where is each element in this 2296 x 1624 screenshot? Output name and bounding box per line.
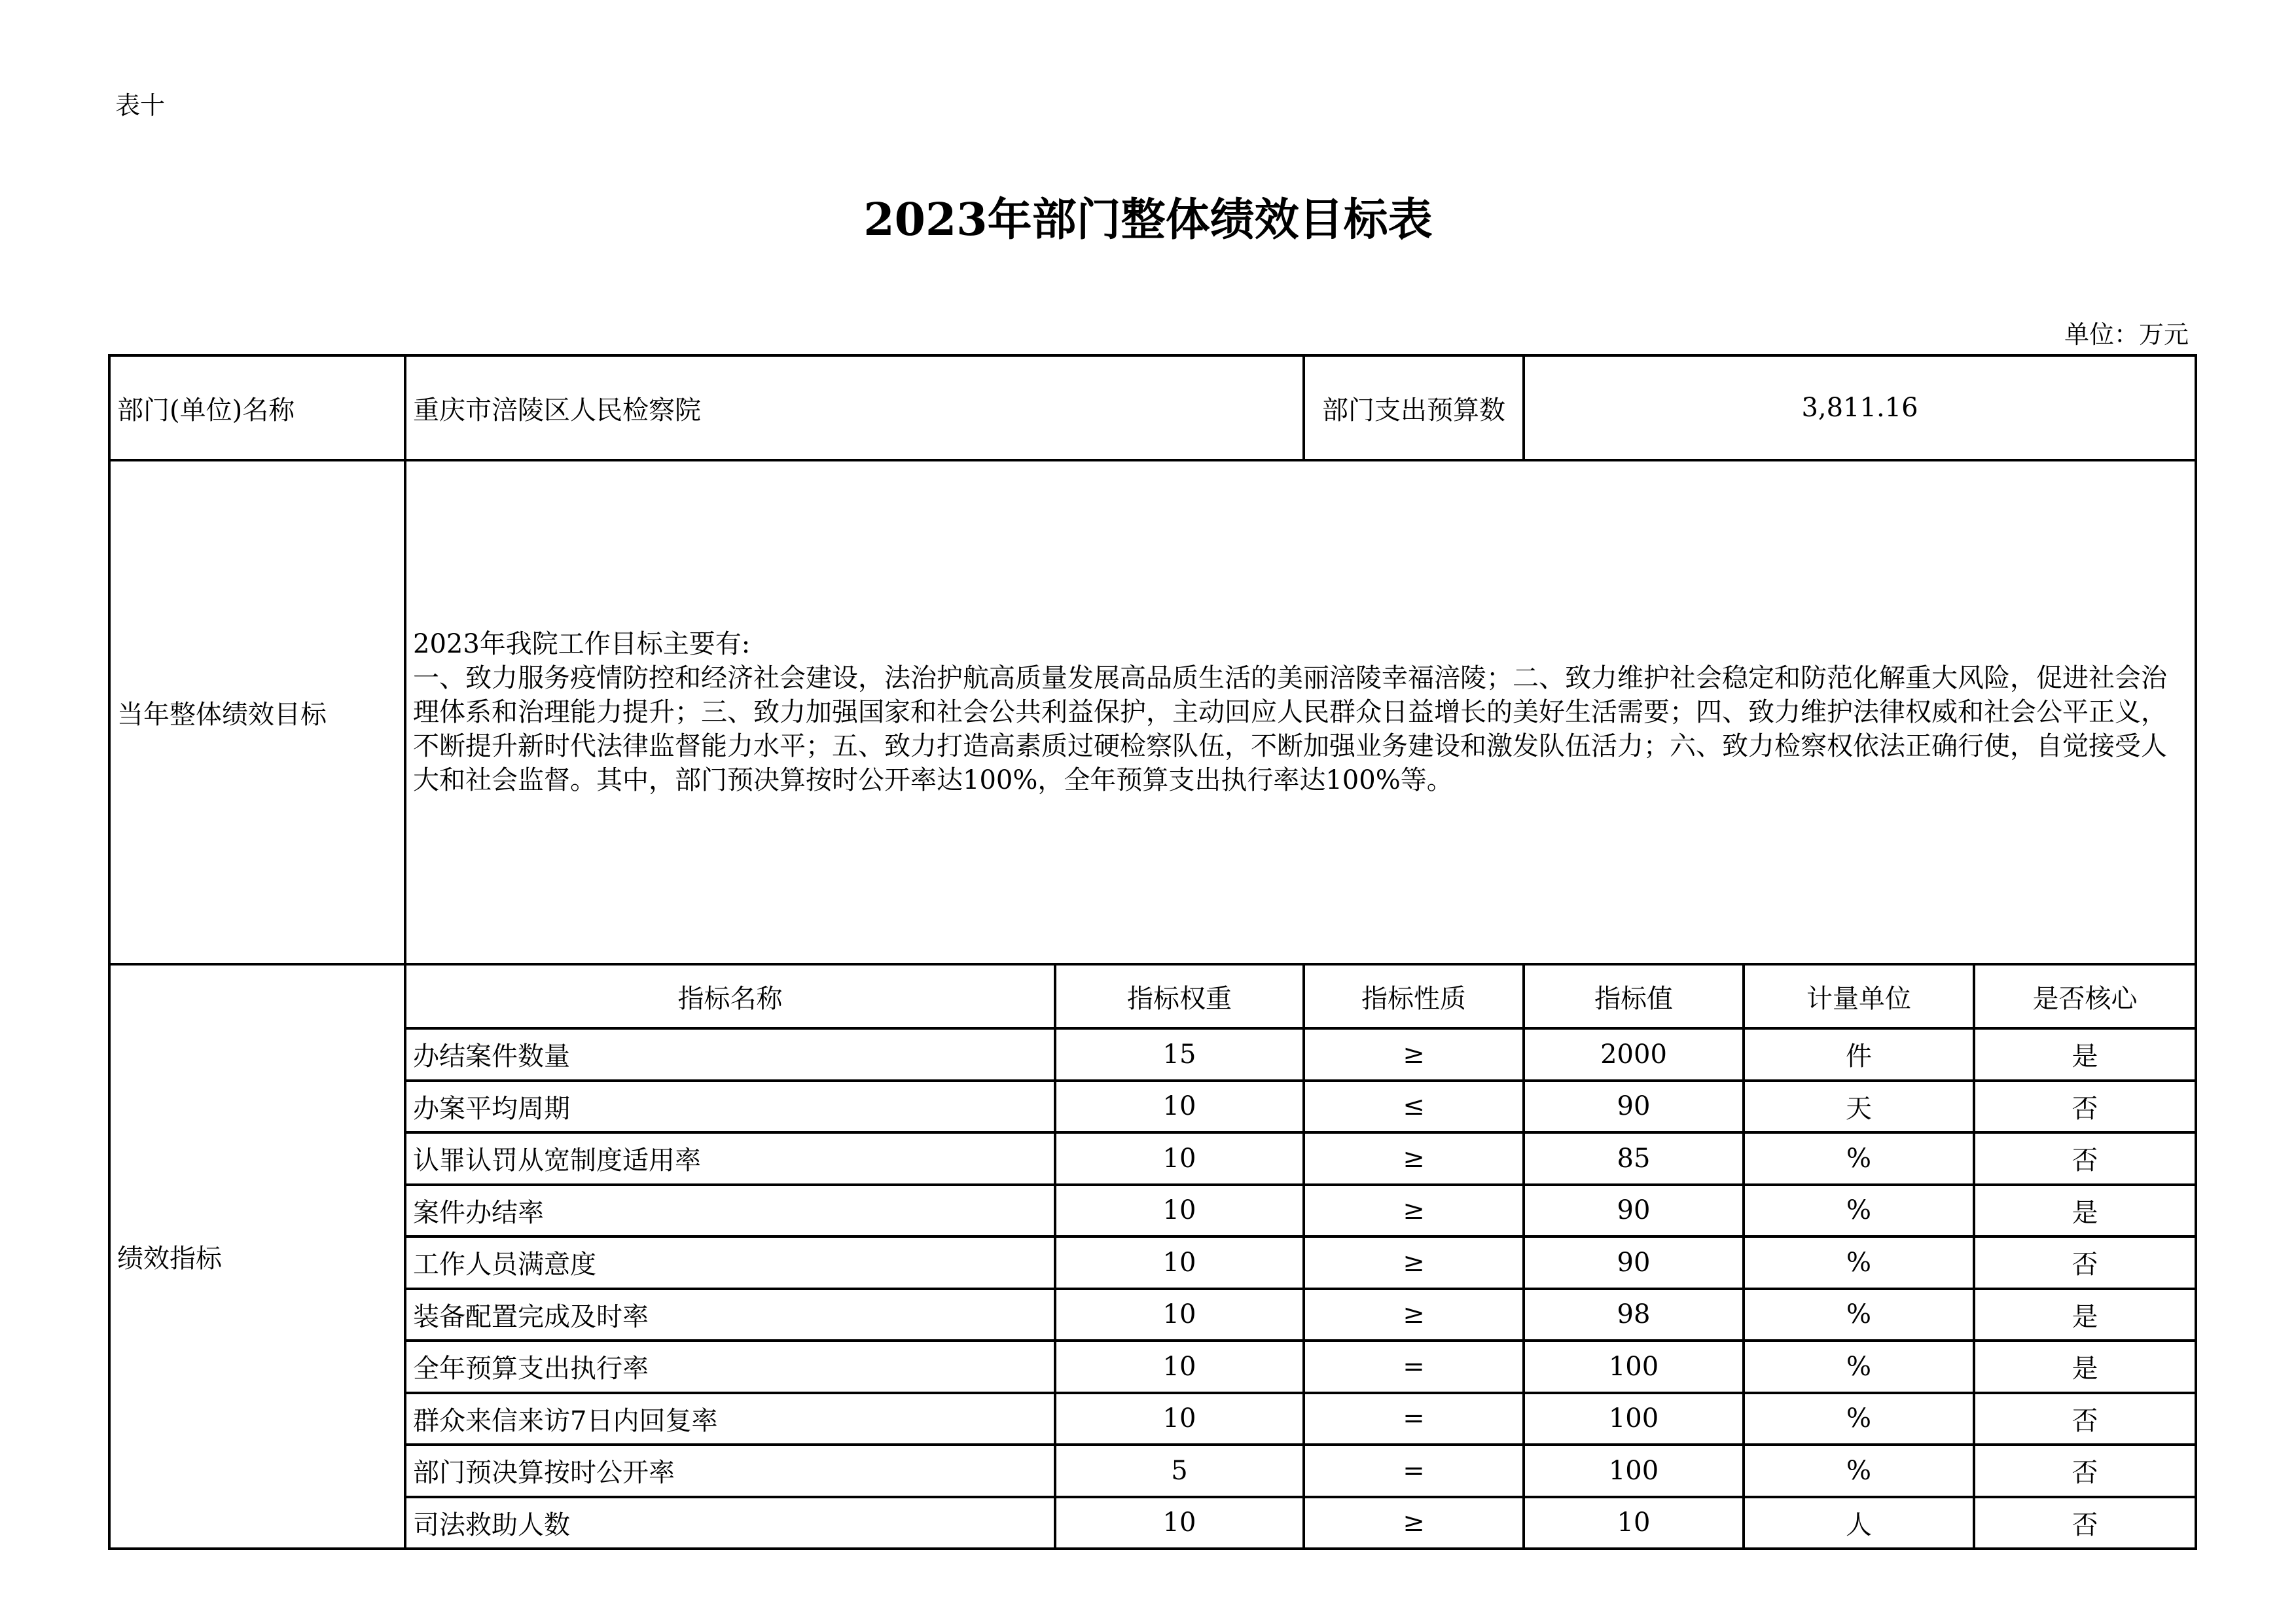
dept-info-row [109,355,2196,460]
indicator-nature: ≥ [1304,1185,1524,1237]
indicator-core: 否 [1974,1081,2196,1133]
indicator-row [109,1289,2196,1341]
indicator-row [109,1081,2196,1133]
indicator-row [109,1132,2196,1185]
indicator-value: 85 [1524,1132,1744,1185]
indicator-row [109,1497,2196,1549]
header-unit: 计量单位 [1744,964,1974,1028]
dept-name-value: 重庆市涪陵区人民检察院 [405,355,1304,460]
indicator-value: 90 [1524,1236,1744,1289]
indicator-core: 否 [1974,1236,2196,1289]
indicator-core: 否 [1974,1393,2196,1445]
indicator-weight: 10 [1055,1289,1304,1341]
indicator-unit: % [1744,1289,1974,1341]
dept-budget-value: 3,811.16 [1524,355,2196,460]
indicator-weight: 10 [1055,1132,1304,1185]
indicator-row [109,1236,2196,1289]
indicator-row [109,1445,2196,1497]
performance-target-table [108,354,2197,1550]
dept-budget-label: 部门支出预算数 [1304,355,1524,460]
indicator-value: 90 [1524,1185,1744,1237]
indicator-unit: % [1744,1132,1974,1185]
indicator-weight: 15 [1055,1028,1304,1081]
indicator-value: 10 [1524,1497,1744,1549]
indicator-weight: 10 [1055,1393,1304,1445]
indicator-section [109,964,2196,1549]
header-weight: 指标权重 [1055,964,1304,1028]
indicator-unit: % [1744,1236,1974,1289]
indicator-weight: 10 [1055,1497,1304,1549]
indicator-row [109,1341,2196,1393]
indicator-nature: ≤ [1304,1081,1524,1133]
indicator-header-row [109,964,2196,1028]
indicator-nature: ≥ [1304,1236,1524,1289]
indicator-name: 办结案件数量 [405,1028,1055,1081]
indicator-name: 工作人员满意度 [405,1236,1055,1289]
indicator-name: 装备配置完成及时率 [405,1289,1055,1341]
indicator-core: 否 [1974,1497,2196,1549]
indicator-name: 办案平均周期 [405,1081,1055,1133]
header-core: 是否核心 [1974,964,2196,1028]
indicator-value: 2000 [1524,1028,1744,1081]
indicator-name: 司法救助人数 [405,1497,1055,1549]
indicator-weight: 10 [1055,1185,1304,1237]
indicator-name: 群众来信来访7日内回复率 [405,1393,1055,1445]
indicator-core: 是 [1974,1185,2196,1237]
indicator-weight: 10 [1055,1341,1304,1393]
indicator-name: 全年预算支出执行率 [405,1341,1055,1393]
indicator-unit: % [1744,1185,1974,1237]
indicator-row [109,1393,2196,1445]
indicator-core: 否 [1974,1132,2196,1185]
indicator-weight: 10 [1055,1081,1304,1133]
indicator-nature: = [1304,1445,1524,1497]
indicator-nature: = [1304,1393,1524,1445]
indicator-nature: = [1304,1341,1524,1393]
header-name: 指标名称 [405,964,1055,1028]
indicator-value: 100 [1524,1341,1744,1393]
indicator-unit: % [1744,1393,1974,1445]
indicator-nature: ≥ [1304,1497,1524,1549]
indicator-nature: ≥ [1304,1028,1524,1081]
indicator-name: 部门预决算按时公开率 [405,1445,1055,1497]
unit-label: 单位：万元 [2064,320,2189,349]
indicator-weight: 5 [1055,1445,1304,1497]
page-title: 2023年部门整体绩效目标表 [863,194,1433,246]
indicator-section-label: 绩效指标 [109,964,405,1549]
indicator-core: 是 [1974,1289,2196,1341]
indicator-value: 100 [1524,1393,1744,1445]
indicator-unit: 人 [1744,1497,1974,1549]
indicator-unit: % [1744,1341,1974,1393]
indicator-core: 是 [1974,1341,2196,1393]
indicator-value: 98 [1524,1289,1744,1341]
dept-name-label: 部门(单位)名称 [109,355,405,460]
indicator-name: 案件办结率 [405,1185,1055,1237]
goal-row [109,460,2196,964]
indicator-name: 认罪认罚从宽制度适用率 [405,1132,1055,1185]
indicator-nature: ≥ [1304,1132,1524,1185]
indicator-nature: ≥ [1304,1289,1524,1341]
indicator-row [109,1185,2196,1237]
goal-text: 2023年我院工作目标主要有: 一、致力服务疫情防控和经济社会建设，法治护航高质量发展高品质生活的美丽涪陵幸福涪陵；二、致力维护社会稳定和防范化解重大风险，促进社会治理体系和治理能力提升；三、致力加强国家和社会公共利益保护，主动回应人民群众日益增长的美好生活需要；四、致力维护法律权威和社会公平正义，不断提升新时代法律监督能力水平；五、致力打造高素质过硬检察队伍，不断加强业务建设和激发队伍活力；六、致力检察权依法正确行使，自觉接受人大和社会监督。其中，部门预决算按时公开率达100%，全年预算支出执行率达100%等。 [405,460,2196,964]
header-nature: 指标性质 [1304,964,1524,1028]
table-number-label: 表十 [115,91,166,120]
indicator-core: 否 [1974,1445,2196,1497]
header-value: 指标值 [1524,964,1744,1028]
indicator-unit: 天 [1744,1081,1974,1133]
indicator-core: 是 [1974,1028,2196,1081]
goal-label: 当年整体绩效目标 [109,460,405,964]
indicator-weight: 10 [1055,1236,1304,1289]
indicator-value: 100 [1524,1445,1744,1497]
indicator-value: 90 [1524,1081,1744,1133]
indicator-unit: % [1744,1445,1974,1497]
indicator-unit: 件 [1744,1028,1974,1081]
indicator-row [109,1028,2196,1081]
